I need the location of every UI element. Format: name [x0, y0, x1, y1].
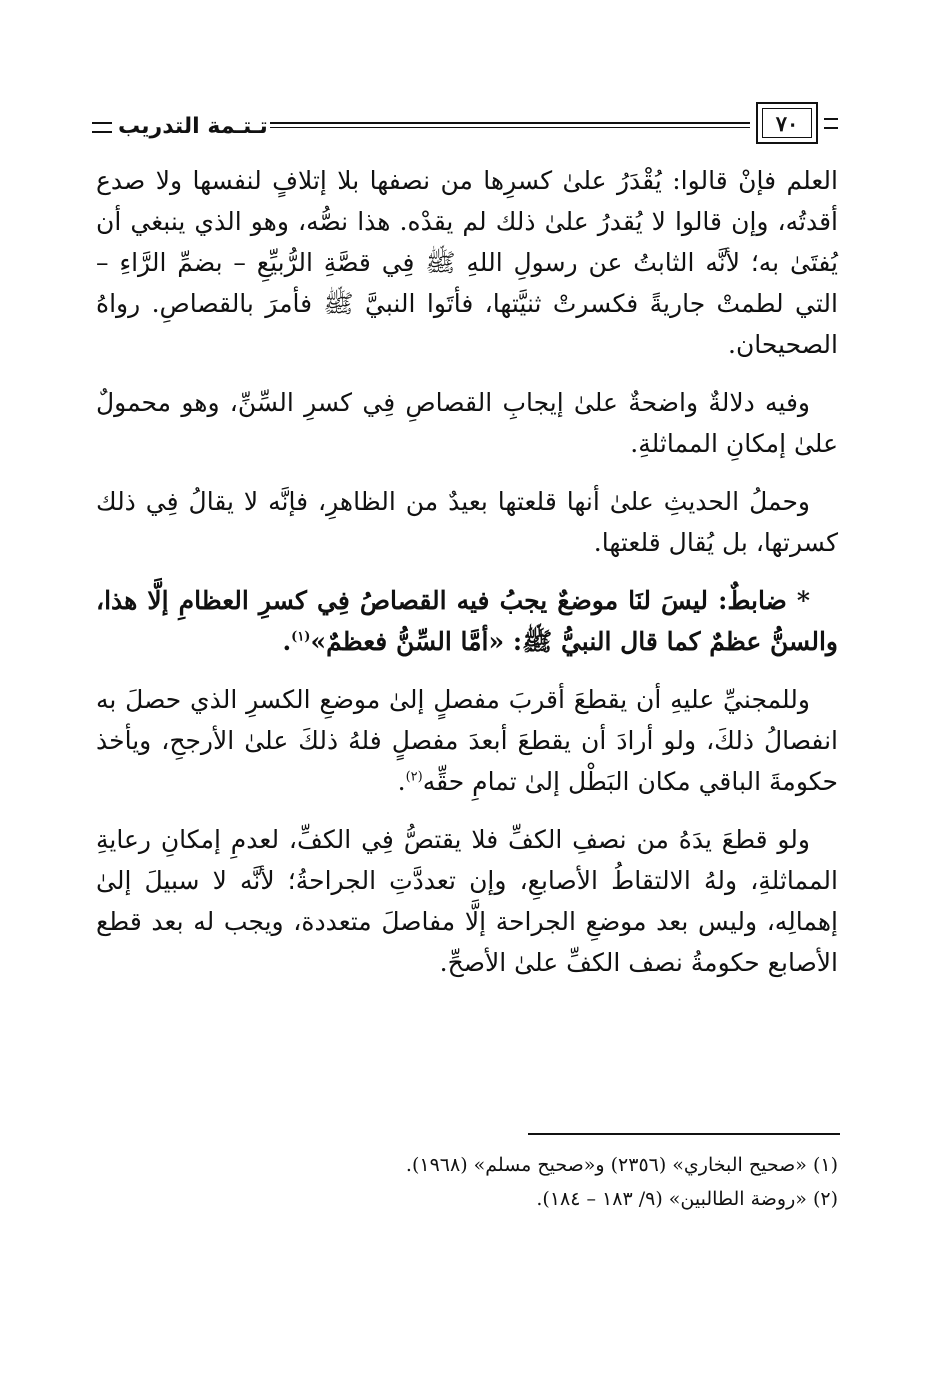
page-header	[92, 96, 838, 156]
paragraph-6: ولو قطعَ يدَهُ من نصفِ الكفِّ فلا يقتصُّ فِي الكفِّ، لعدمِ إمكانِ رعايةِ المماثلةِ، ولهُ الالتقاطُ الأصابعِ، وإن تعددَّتِ الجراحةُ؛ لأنَّه لا سبيلَ إلىٰ إهمالِه، وليس بعد موضعِ الجراحة إلَّا مفاصلَ متعددة، ويجب له بعد قطع الأصابع حكومةُ نصف الكفِّ علىٰ الأصحِّ.	[96, 825, 838, 977]
title-ornament-bar	[92, 122, 112, 133]
footnote-2: (٢) «روضة الطالبين» (٩/ ١٨٣ – ١٨٤).	[536, 1188, 838, 1210]
main-text	[96, 160, 838, 1000]
paragraph-5	[96, 679, 838, 802]
footnotes	[96, 1148, 838, 1216]
header-rule-top	[270, 122, 750, 124]
header-rule-bottom	[270, 127, 750, 128]
paragraph-3: وحملُ الحديثِ علىٰ أنها قلعتها بعيدٌ من الظاهرِ، فإنَّه لا يقالُ فِي ذلك كسرتها، بل يُقال قلعتها.	[96, 487, 838, 557]
paragraph-4-text: * ضابطٌ: ليسَ لنَا موضعٌ يجبُ فيه القصاصُ فِي كسرِ العظامِ إلَّا هذا، والسنُّ عظمٌ كما قال النبيُّ ﷺ: «أمَّا السِّنُّ فعظمٌ»	[96, 586, 838, 656]
running-title-text: تـتـمة التدريب	[118, 114, 268, 139]
running-title	[92, 114, 268, 140]
paragraph-4-rule	[96, 580, 838, 662]
header-end-ornament	[824, 118, 838, 129]
page-number: ٧٠	[762, 108, 812, 138]
paragraph-2: وفيه دلالةٌ واضحةٌ علىٰ إيجابِ القصاصِ فِي كسرِ السِّنِّ، وهو محمولٌ علىٰ إمكانِ المماثلةِ.	[96, 388, 838, 458]
paragraph-5-text: وللمجنيِّ عليهِ أن يقطعَ أقربَ مفصلٍ إلىٰ موضعِ الكسرِ الذي حصلَ به انفصالُ ذلكَ، ولو أرادَ أن يقطعَ أبعدَ مفصلٍ فلهُ ذلكَ علىٰ الأرجحِ، ويأخذ حكومةَ الباقي مكان البَطْل إلىٰ تمامِ حقِّه	[96, 685, 838, 796]
footnote-ref-1: (١)	[291, 629, 311, 645]
paragraph-1: العلم فإنْ قالوا: يُقْدَرُ علىٰ كسرِها من نصفها بلا إتلافٍ لنفسها ولا صدع أقدتُه، وإن قالوا لا يُقدرُ علىٰ ذلك لم يقدْه. هذا نصُّه، وهو الذي ينبغي أن يُفتَىٰ به؛ لأنَّه الثابتُ عن رسولِ اللهِ ﷺ فِي قصَّةِ الرُّبيِّعِ – بضمِّ الرَّاءِ – التي لطمتْ جاريةً فكسرتْ ثنيَّتها، فأتَوا النبيَّ ﷺ فأمرَ بالقصاصِ. رواهُ الصحيحان.	[96, 166, 838, 359]
footnote-1: (١) «صحيح البخاري» (٢٣٥٦) و«صحيح مسلم» (١٩٦٨).	[405, 1154, 838, 1176]
footnote-ref-2: (٢)	[405, 769, 423, 785]
paragraph-4-end: .	[282, 627, 292, 656]
paragraph-5-end: .	[397, 767, 406, 796]
footnote-separator	[528, 1133, 840, 1135]
page-number-frame	[756, 102, 818, 144]
